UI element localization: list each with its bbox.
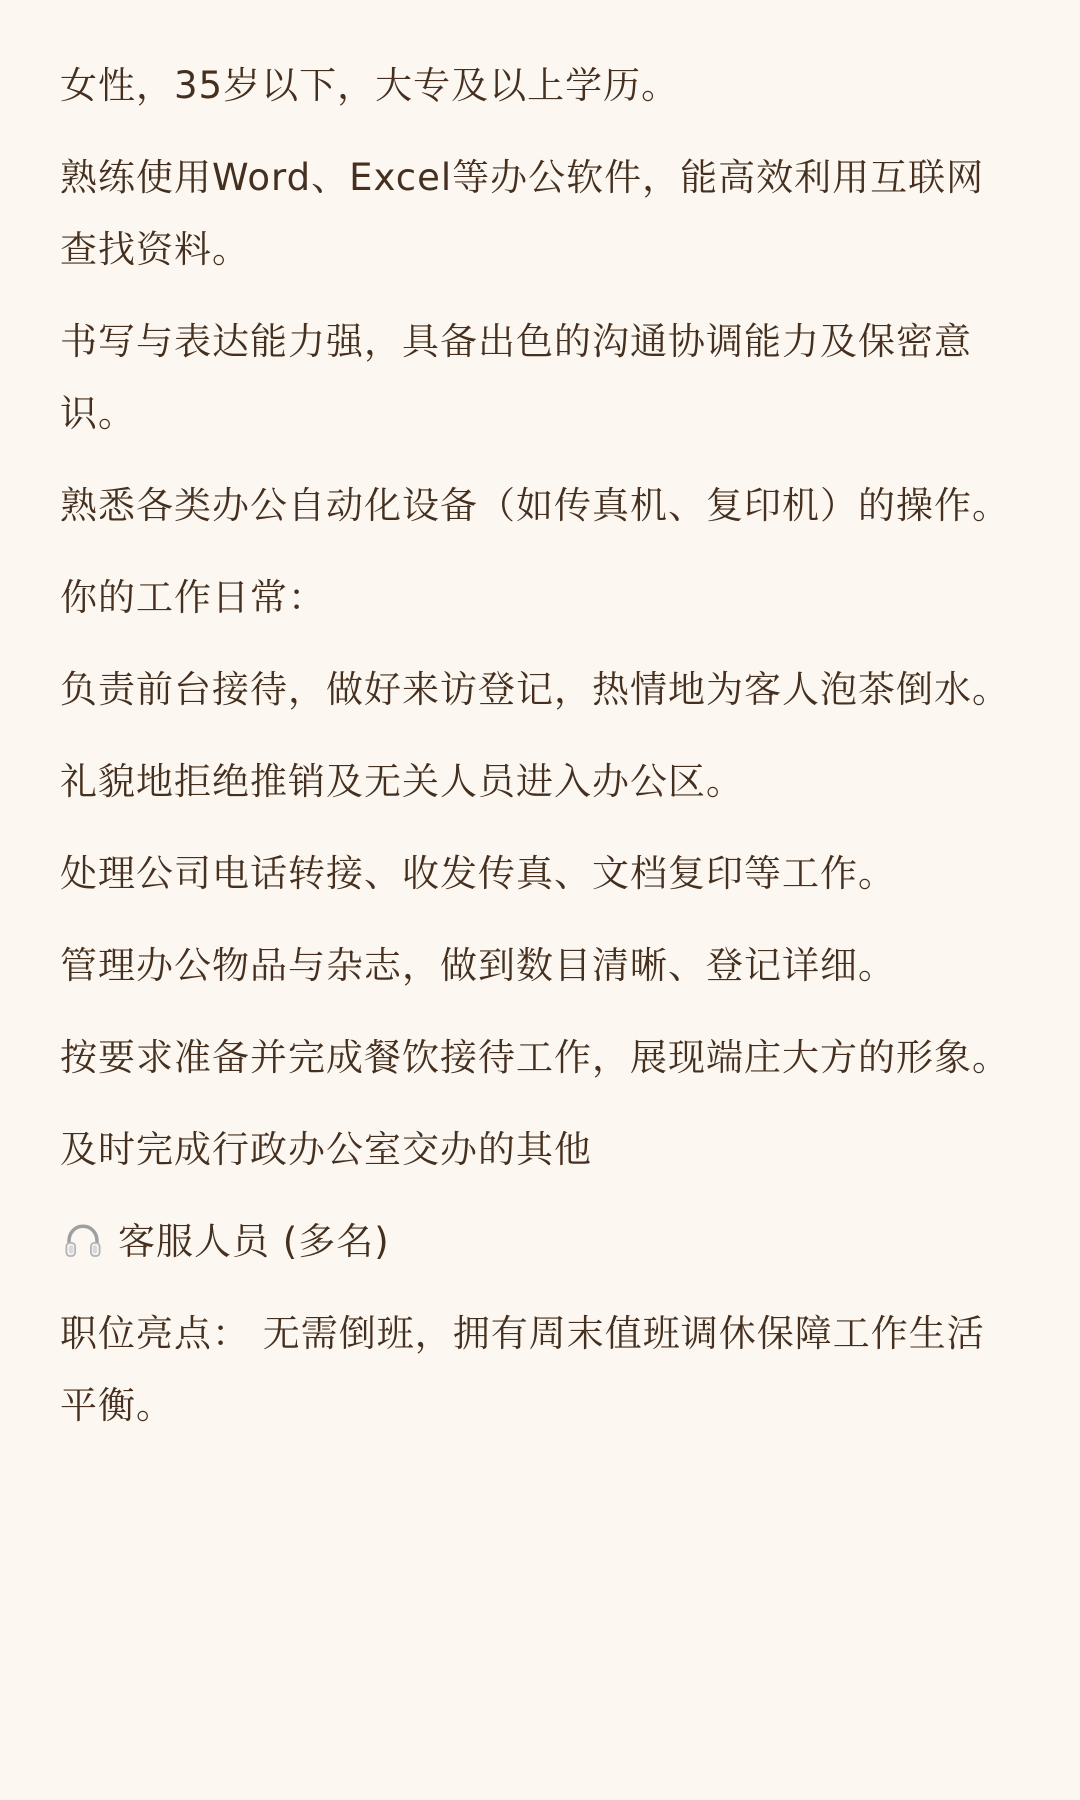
daily-work-item-2: 礼貌地拒绝推销及无关人员进入办公区。 <box>60 760 744 803</box>
daily-work-item-3: 处理公司电话转接、收发传真、文档复印等工作。 <box>60 852 896 895</box>
requirement-1: 女性，35岁以下，大专及以上学历。 <box>60 64 680 107</box>
daily-work-heading: 你的工作日常： <box>60 576 326 619</box>
customer-service-heading <box>60 1206 1020 1278</box>
daily-work-item-1: 负责前台接待，做好来访登记，热情地为客人泡茶倒水。 <box>60 668 1010 711</box>
requirement-4: 熟悉各类办公自动化设备（如传真机、复印机）的操作。 <box>60 484 1010 527</box>
daily-work-item-6: 及时完成行政办公室交办的其他 <box>60 1128 592 1171</box>
position-highlight: 职位亮点： 无需倒班，拥有周末值班调休保障工作生活平衡。 <box>60 1312 985 1427</box>
requirement-2: 熟练使用Word、Excel等办公软件，能高效利用互联网查找资料。 <box>60 156 985 271</box>
headphones-icon <box>60 1219 106 1265</box>
customer-service-title: 客服人员 (多名) <box>118 1220 390 1263</box>
daily-work-item-4: 管理办公物品与杂志，做到数目清晰、登记详细。 <box>60 944 896 987</box>
requirement-3: 书写与表达能力强，具备出色的沟通协调能力及保密意识。 <box>60 320 972 435</box>
daily-work-item-5: 按要求准备并完成餐饮接待工作，展现端庄大方的形象。 <box>60 1036 1010 1079</box>
